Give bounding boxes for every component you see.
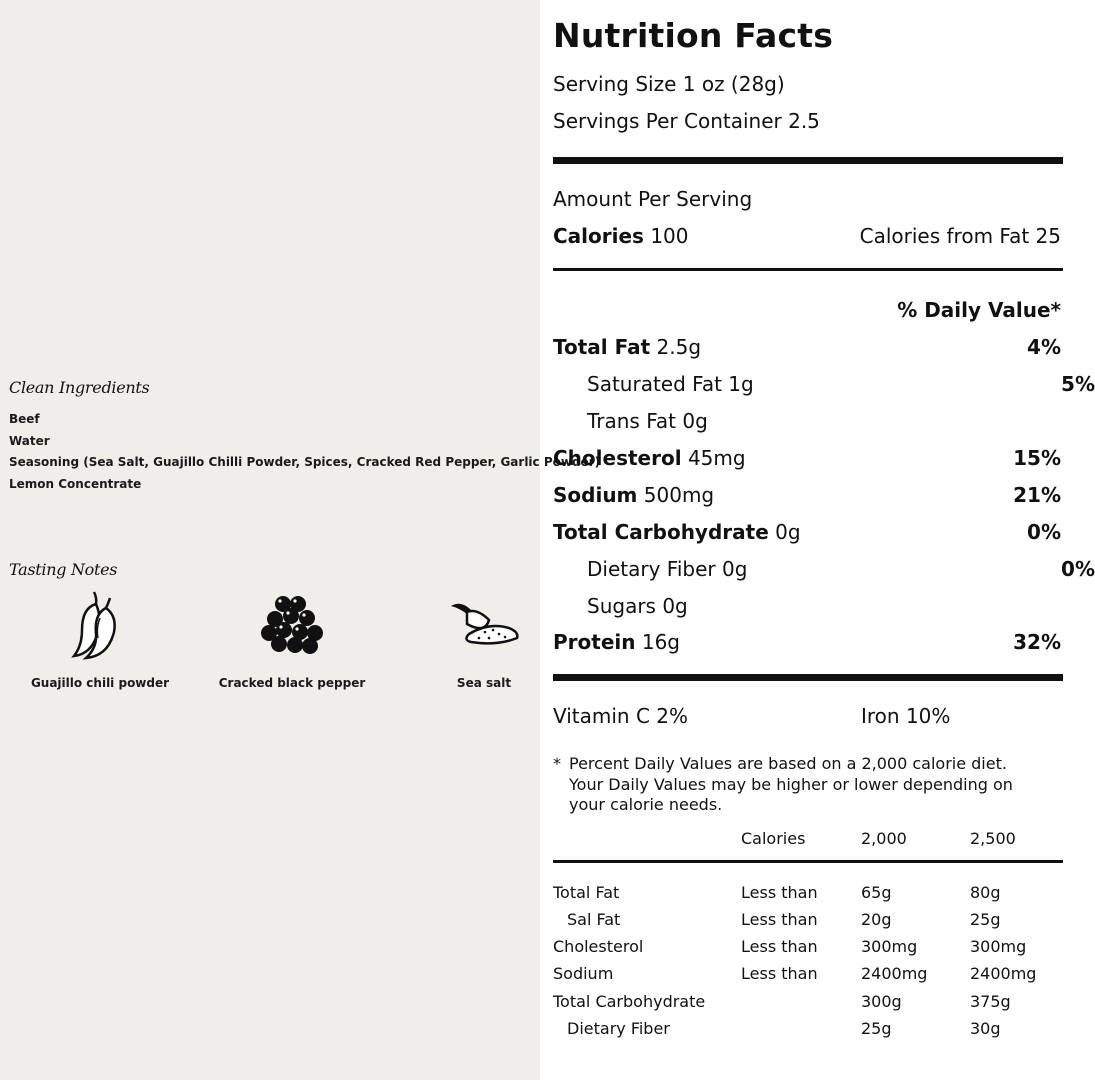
nutrient-name: Trans Fat	[587, 409, 676, 433]
daily-value-header: % Daily Value*	[897, 298, 1061, 322]
vitamin-c: Vitamin C 2%	[553, 704, 689, 728]
ref-row-name: Sal Fat	[567, 910, 621, 929]
nutrient-amount: 2.5g	[656, 335, 702, 359]
nutrition-title: Nutrition Facts	[553, 16, 834, 55]
nutrient-row	[553, 407, 1095, 435]
ref-row-2500: 300mg	[970, 937, 1027, 956]
ref-row-2000: 300mg	[861, 937, 918, 956]
nutrient-amount: 500mg	[643, 483, 715, 507]
medium-divider	[553, 268, 1063, 271]
ingredients-heading: Clean Ingredients	[9, 378, 150, 397]
nutrient-amount: 45mg	[687, 446, 746, 470]
nutrient-name: Total Carbohydrate	[553, 520, 769, 544]
nutrient-amount: 1g	[728, 372, 754, 396]
calories-label: Calories	[553, 224, 644, 248]
tasting-note-label: Cracked black pepper	[218, 676, 366, 690]
ingredients-list	[9, 409, 600, 495]
serving-size: Serving Size 1 oz (28g)	[553, 72, 785, 96]
ref-row-qualifier: Less than	[741, 910, 818, 929]
nutrient-amount: 16g	[641, 630, 680, 654]
ref-header-2000: 2,000	[861, 829, 907, 848]
ref-row-name: Total Carbohydrate	[553, 992, 706, 1011]
nutrient-amount: 0g	[662, 594, 688, 618]
nutrient-name: Saturated Fat	[587, 372, 722, 396]
ref-row-name: Total Fat	[553, 883, 620, 902]
calories-value: 100	[650, 224, 689, 248]
nutrient-row	[553, 370, 1095, 398]
ref-row-name: Cholesterol	[553, 937, 644, 956]
ref-row-qualifier: Less than	[741, 883, 818, 902]
nutrient-dv: 4%	[1027, 335, 1061, 359]
nutrient-row	[553, 555, 1095, 583]
nutrient-row	[553, 592, 1095, 620]
calories-from-fat: Calories from Fat 25	[859, 224, 1061, 248]
ingredient-item: Lemon Concentrate	[9, 476, 142, 491]
nutrient-name: Total Fat	[553, 335, 651, 359]
footnote-star: *	[553, 754, 561, 773]
nutrient-name: Protein	[553, 630, 636, 654]
calories-row	[553, 222, 1061, 250]
servings-per-container: Servings Per Container 2.5	[553, 109, 820, 133]
ref-row-qualifier: Less than	[741, 964, 818, 983]
nutrient-dv: 32%	[1013, 630, 1061, 654]
tasting-note-pepper	[207, 588, 377, 690]
medium-divider	[553, 860, 1063, 863]
ref-row-2000: 20g	[861, 910, 892, 929]
iron: Iron 10%	[861, 704, 951, 728]
salt-scoop-icon	[447, 588, 521, 662]
ref-header-calories: Calories	[741, 829, 806, 848]
tasting-note-salt	[399, 588, 569, 690]
ref-row-qualifier: Less than	[741, 937, 818, 956]
nutrient-dv: 5%	[1061, 372, 1095, 396]
amount-per-serving: Amount Per Serving	[553, 187, 753, 211]
nutrient-name: Sodium	[553, 483, 638, 507]
ref-row-2000: 300g	[861, 992, 902, 1011]
nutrient-name: Dietary Fiber	[587, 557, 716, 581]
ref-row-name: Sodium	[553, 964, 614, 983]
ref-row-2500: 30g	[970, 1019, 1001, 1038]
ref-row-2000: 2400mg	[861, 964, 928, 983]
tasting-note-label: Sea salt	[456, 676, 512, 690]
nutrient-row	[553, 333, 1061, 361]
daily-value-header-row	[553, 296, 1061, 324]
thick-divider	[553, 674, 1063, 681]
footnote	[553, 754, 1043, 816]
ref-row-2500: 25g	[970, 910, 1001, 929]
thick-divider	[553, 157, 1063, 164]
ingredient-item: Seasoning (Sea Salt, Guajillo Chilli Powder, Spices, Cracked Red Pepper, Garlic Powder)	[9, 455, 601, 469]
ref-row-2500: 2400mg	[970, 964, 1037, 983]
ingredient-item: Beef	[9, 412, 40, 426]
nutrient-dv: 0%	[1061, 557, 1095, 581]
nutrient-name: Cholesterol	[553, 446, 682, 470]
peppercorns-icon	[255, 588, 329, 662]
tasting-note-chili	[15, 588, 185, 690]
ref-row-2000: 65g	[861, 883, 892, 902]
ref-header-2500: 2,500	[970, 829, 1016, 848]
nutrient-dv: 15%	[1013, 446, 1061, 470]
nutrient-amount: 0g	[721, 557, 748, 581]
nutrient-amount: 0g	[682, 409, 708, 433]
nutrient-row	[553, 518, 1061, 546]
ref-row-name: Dietary Fiber	[567, 1019, 670, 1038]
nutrient-name: Sugars	[587, 594, 656, 618]
nutrient-row	[553, 628, 1061, 656]
ref-row-2000: 25g	[861, 1019, 892, 1038]
nutrient-row	[553, 444, 1061, 472]
tasting-note-label: Guajillo chili powder	[30, 676, 170, 690]
nutrient-row	[553, 481, 1061, 509]
footnote-text: Percent Daily Values are based on a 2,000 calorie diet. Your Daily Values may be higher or lower depending on your calorie needs.	[569, 754, 1013, 814]
ref-row-2500: 375g	[970, 992, 1011, 1011]
chili-pepper-icon	[70, 588, 130, 662]
nutrient-dv: 21%	[1013, 483, 1061, 507]
ref-row-2500: 80g	[970, 883, 1001, 902]
vitamins-row	[553, 702, 1061, 730]
tasting-notes-heading: Tasting Notes	[9, 560, 118, 579]
ingredient-item: Water	[9, 433, 50, 448]
nutrient-amount: 0g	[775, 520, 801, 544]
nutrient-dv: 0%	[1027, 520, 1061, 544]
